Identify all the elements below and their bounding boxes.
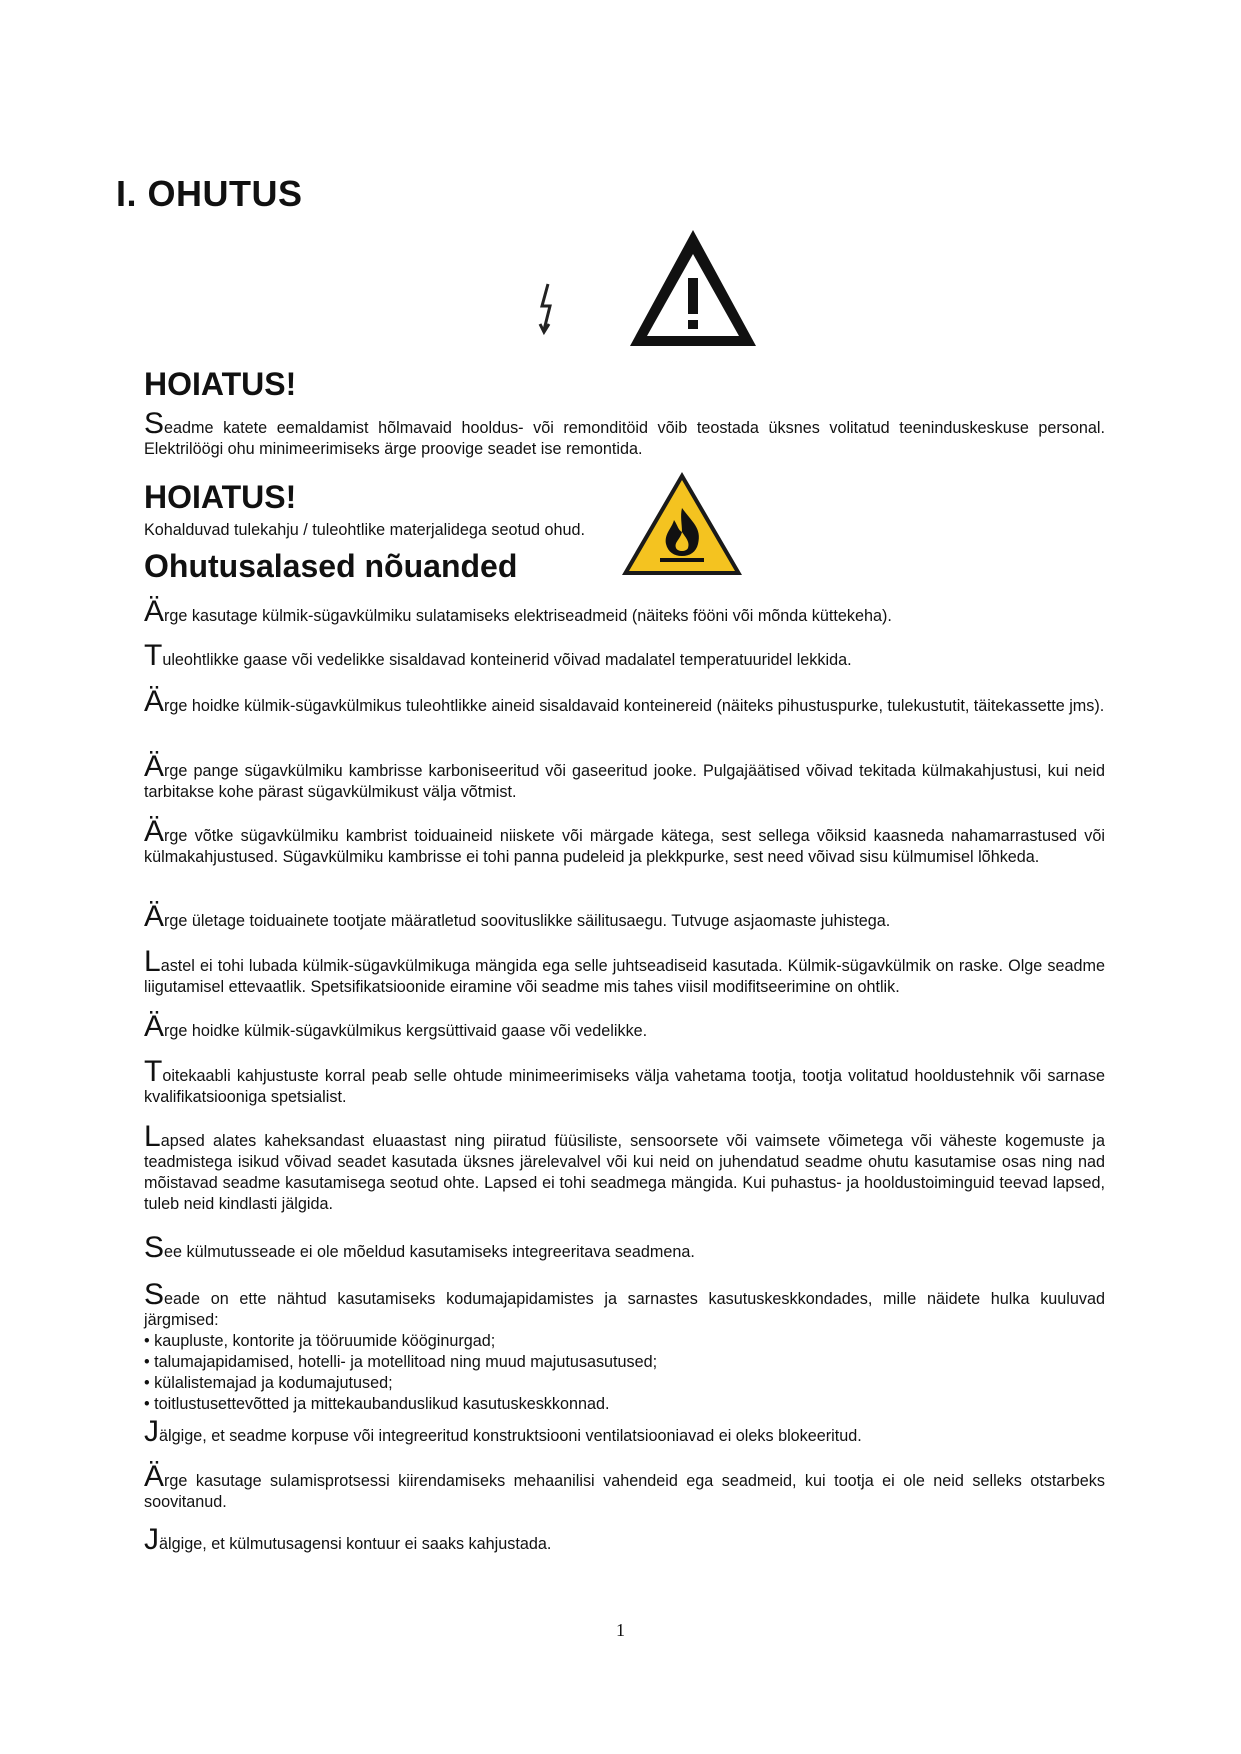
- paragraph-text: apsed alates kaheksandast eluaastast ning piiratud füüsiliste, sensoorsete või vaimsete võimetega või väheste kogemuste ja teadmistega isikud võivad seadet kasutada üksnes järelevalvel või kui neid on juhendatud seadme ohutu kasutamise osas ning nad mõistavad seadme kasutamisega seotud ohte. Lapsed ei tohi seadmega mängida. Kui puhastus- ja hooldustoiminguid teevad lapsed, tuleb neid kindlasti jälgida.: [144, 1132, 1105, 1213]
- paragraph-text: astel ei tohi lubada külmik-sügavkülmikuga mängida ega selle juhtseadiseid kasutada. Külmik-sügavkülmik on raske. Olge seadme liigutamisel ettevaatlik. Spetsifikatsioonide eiramine või seadme mis tahes viisil modifitseerimine on ohtlik.: [144, 957, 1105, 996]
- safety-item-6: [144, 900, 1105, 933]
- safety-item-15: [144, 1523, 1105, 1556]
- safety-item-13: [144, 1415, 1105, 1448]
- warning-heading-2: HOIATUS!: [144, 479, 297, 515]
- list-item: • külalistemajad ja kodumajutused;: [144, 1374, 393, 1392]
- paragraph-text: rge kasutage sulamisprotsessi kiirendamiseks mehaanilisi vahendeid ega seadmeid, kui tootja ei ole neid selleks otstarbeks soovitanud.: [144, 1472, 1105, 1511]
- paragraph-text: rge ületage toiduainete tootjate määratletud soovituslikke säilitusaegu. Tutvuge asjaomaste juhistega.: [164, 912, 891, 930]
- list-item: • toitlustusettevõtted ja mittekaubanduslikud kasutuskeskkonnad.: [144, 1395, 610, 1413]
- drop-letter: T: [144, 1055, 163, 1088]
- drop-letter: Ä: [144, 815, 165, 848]
- drop-letter: L: [144, 1120, 161, 1153]
- exclamation-triangle-icon: [630, 230, 756, 346]
- drop-letter: Ä: [144, 1010, 165, 1043]
- safety-item-3: [144, 685, 1105, 718]
- drop-letter: S: [144, 407, 165, 440]
- safety-item-12: [144, 1278, 1105, 1415]
- safety-item-5: [144, 815, 1105, 868]
- flammable-warning-icon: [620, 470, 744, 578]
- warning-paragraph-1: [144, 407, 1105, 460]
- drop-letter: Ä: [144, 900, 165, 933]
- electric-shock-icon: [540, 284, 550, 332]
- page-number: 1: [616, 1620, 625, 1640]
- drop-letter: S: [144, 1231, 165, 1264]
- drop-letter: J: [144, 1415, 159, 1448]
- paragraph-text: rge pange sügavkülmiku kambrisse karboniseeritud või gaseeritud jooke. Pulgajäätised võivad tekitada külmakahjustusi, kui neid tarbitakse kohe pärast sügavkülmikust välja võtmist.: [144, 762, 1105, 801]
- list-item: • kaupluste, kontorite ja tööruumide kööginurgad;: [144, 1332, 496, 1350]
- safety-item-12-intro: [144, 1278, 1105, 1331]
- paragraph-text: rge hoidke külmik-sügavkülmikus kergsüttivaid gaase või vedelikke.: [164, 1022, 648, 1040]
- safety-item-11: [144, 1231, 1105, 1264]
- safety-item-1: [144, 595, 1105, 628]
- paragraph-text: rge hoidke külmik-sügavkülmikus tuleohtlikke aineid sisaldavaid konteinereid (näiteks pihustuspurke, tulekustutit, täitekassette jms).: [164, 697, 1105, 715]
- drop-letter: T: [144, 639, 163, 672]
- drop-letter: Ä: [144, 595, 165, 628]
- warning-paragraph-2: Kohalduvad tulekahju / tuleohtlike materjalidega seotud ohud.: [144, 521, 585, 539]
- safety-item-10: [144, 1120, 1105, 1215]
- safety-item-14: [144, 1460, 1105, 1513]
- drop-letter: L: [144, 945, 161, 978]
- safety-item-7: [144, 945, 1105, 998]
- safety-item-9: [144, 1055, 1105, 1108]
- drop-letter: Ä: [144, 1460, 165, 1493]
- paragraph-text: eade on ette nähtud kasutamiseks kodumajapidamistes ja sarnastes kasutuskeskkondades, mille näidete hulka kuuluvad järgmised:: [144, 1290, 1105, 1329]
- paragraph-text: älgige, et külmutusagensi kontuur ei saaks kahjustada.: [159, 1535, 552, 1553]
- paragraph-text: älgige, et seadme korpuse või integreeritud konstruktsiooni ventilatsiooniavad ei oleks blokeeritud.: [159, 1427, 862, 1445]
- paragraph-text: ee külmutusseade ei ole mõeldud kasutamiseks integreeritava seadmena.: [164, 1243, 695, 1261]
- section-title: I. OHUTUS: [116, 173, 303, 214]
- paragraph-text: eadme katete eemaldamist hõlmavaid hooldus- või remonditöid võib teostada üksnes volitatud teeninduskeskuse personal. Elektrilöögi ohu minimeerimiseks ärge proovige seadet ise remontida.: [144, 419, 1105, 458]
- drop-letter: Ä: [144, 685, 165, 718]
- warning-heading-1: HOIATUS!: [144, 366, 297, 402]
- paragraph-text: oitekaabli kahjustuste korral peab selle ohtude minimeerimiseks välja vahetama tootja, tootja volitatud hooldustehnik või sarnase kvalifikatsiooniga spetsialist.: [144, 1067, 1105, 1106]
- safety-item-8: [144, 1010, 1105, 1043]
- paragraph-text: uleohtlikke gaase või vedelikke sisaldavad konteinerid võivad madalatel temperatuuridel lekkida.: [162, 651, 852, 669]
- safety-item-4: [144, 750, 1105, 803]
- paragraph-text: rge kasutage külmik-sügavkülmiku sulatamiseks elektriseadmeid (näiteks fööni või mõnda küttekeha).: [164, 607, 892, 625]
- drop-letter: S: [144, 1278, 165, 1311]
- paragraph-text: rge võtke sügavkülmiku kambrist toiduaineid niiskete või märgade kätega, sest sellega võiksid kaasneda nahamarrastused või külmakahjustused. Sügavkülmiku kambrisse ei tohi panna pudeleid ja plekkpurke, sest need võivad sisu külmumisel lõhkeda.: [144, 827, 1105, 866]
- safety-heading: Ohutusalased nõuanded: [144, 548, 518, 584]
- usage-environment-list: [144, 1331, 1105, 1415]
- list-item: • talumajapidamised, hotelli- ja motellitoad ning muud majutusasutused;: [144, 1353, 658, 1371]
- warning-symbols: [520, 226, 760, 356]
- safety-item-2: [144, 639, 1105, 672]
- drop-letter: Ä: [144, 750, 165, 783]
- drop-letter: J: [144, 1523, 159, 1556]
